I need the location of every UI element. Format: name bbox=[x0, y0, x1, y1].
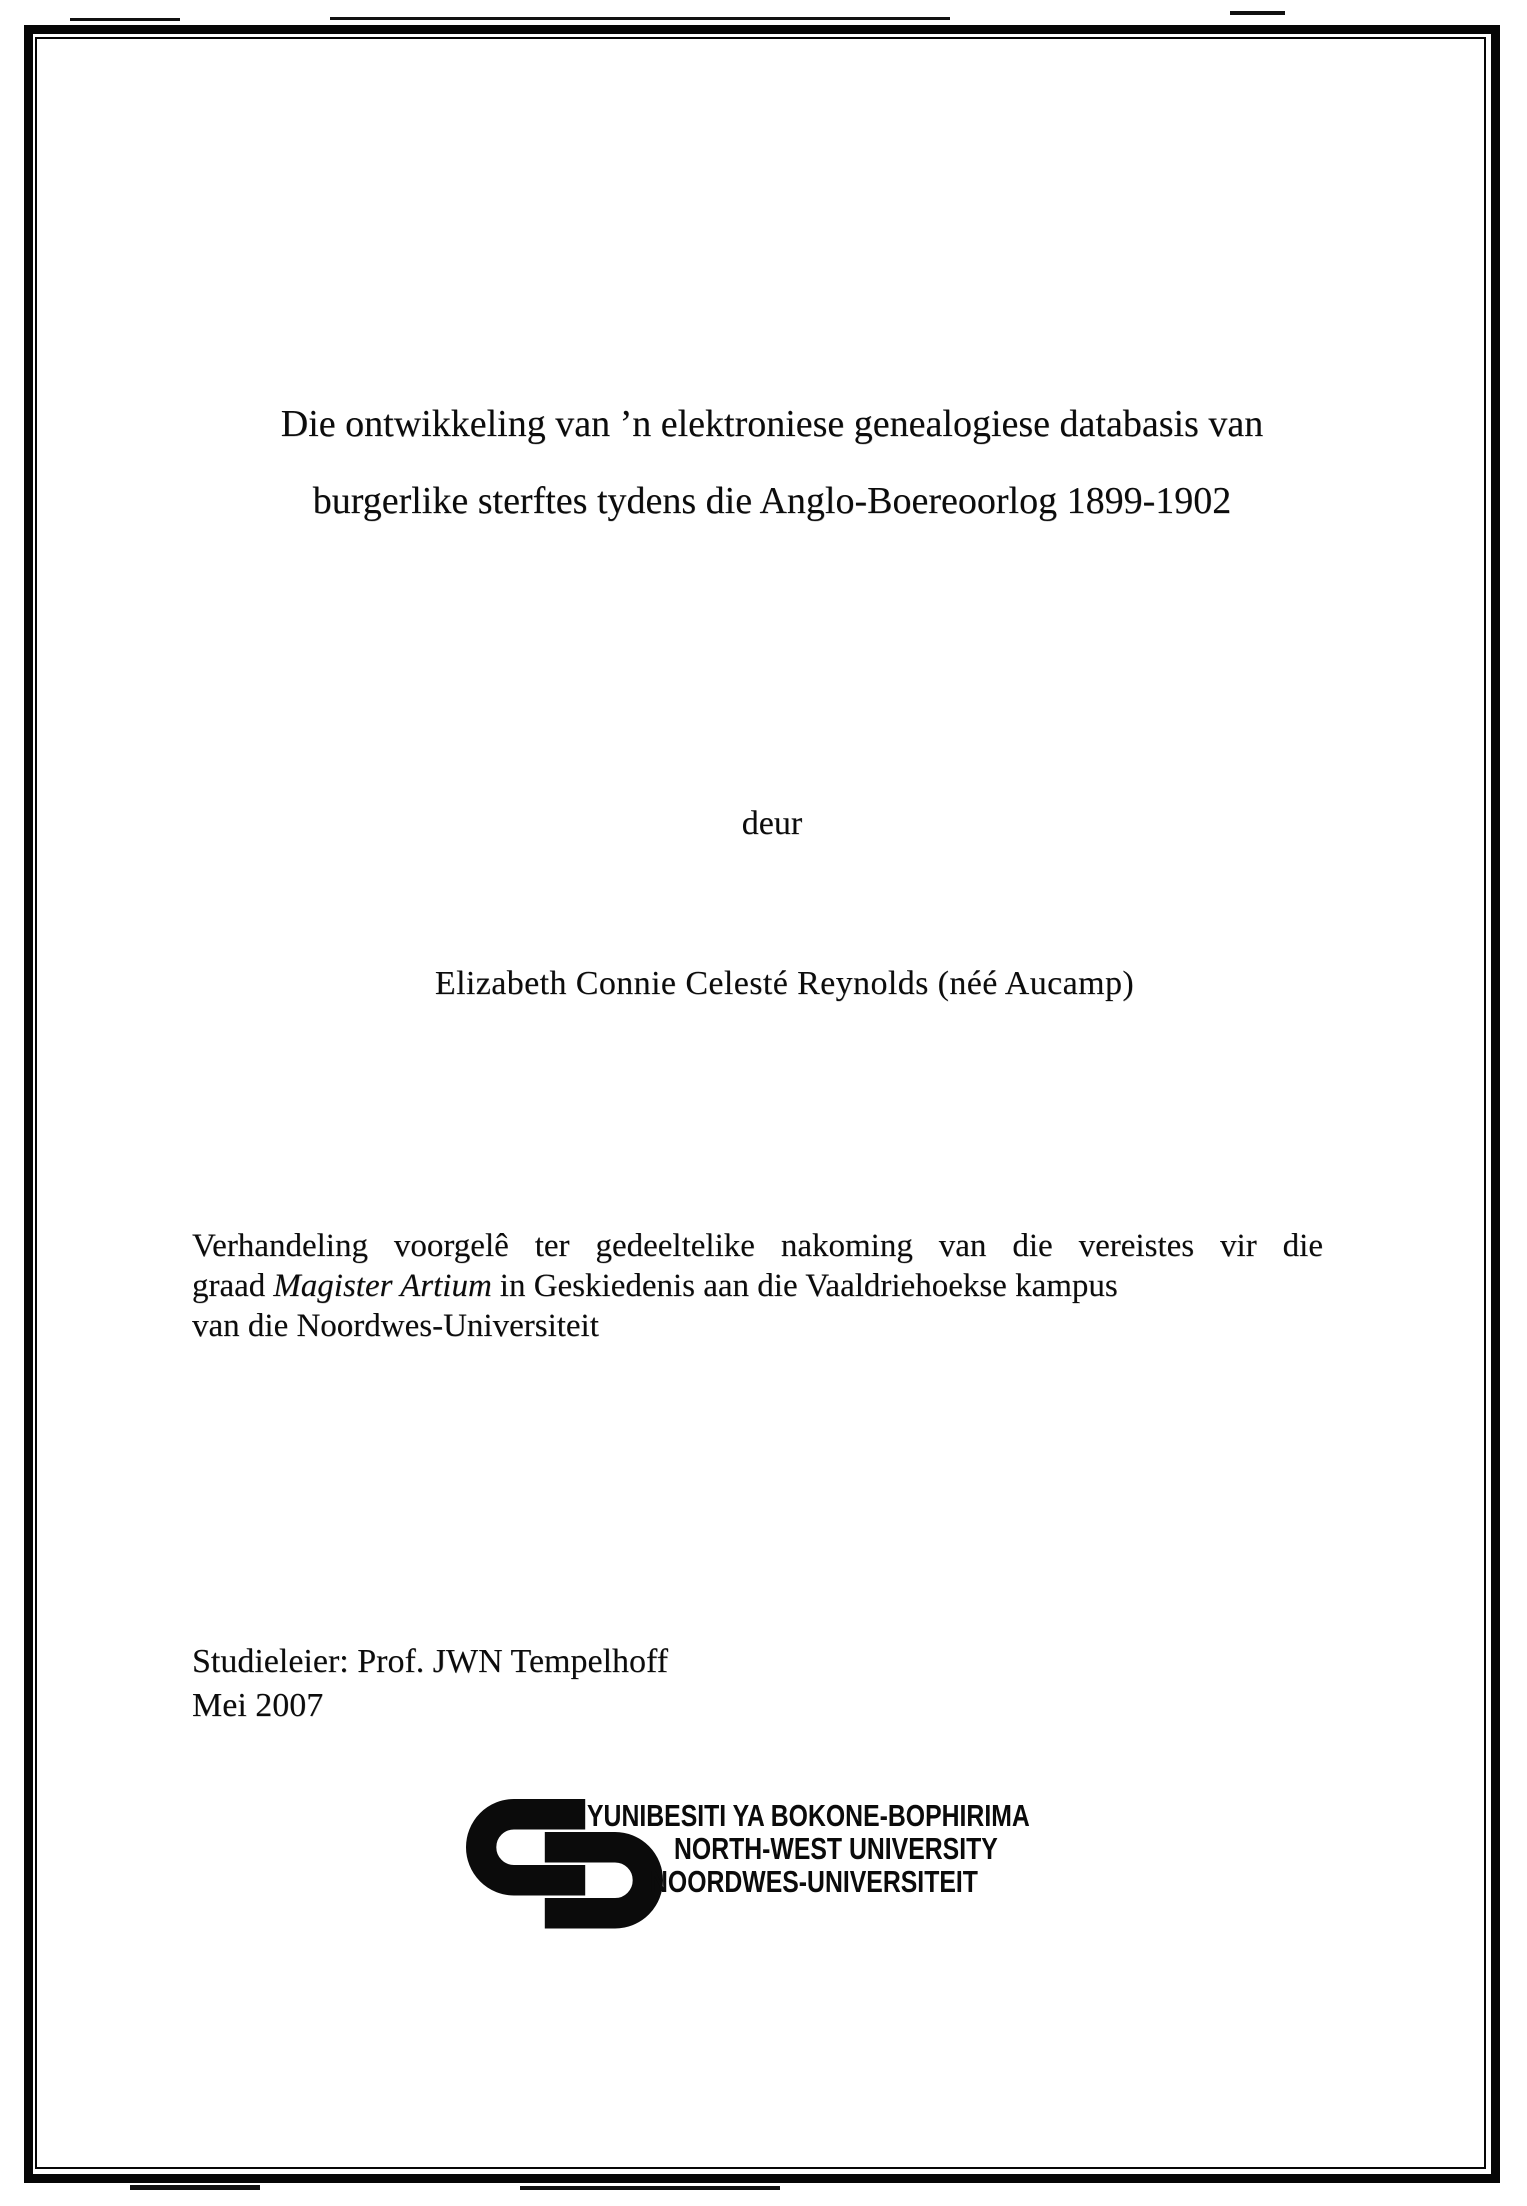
scan-artifact bbox=[520, 2186, 780, 2190]
author-name: Elizabeth Connie Celesté Reynolds (néé Aucamp) bbox=[434, 965, 1135, 1002]
scan-artifact bbox=[1230, 11, 1285, 15]
supervisor-block bbox=[192, 1640, 1092, 1728]
degree-statement-line3: van die Noordwes-Universiteit bbox=[192, 1308, 599, 1344]
byline-word: deur bbox=[741, 805, 803, 842]
thesis-title-line1: Die ontwikkeling van ’n elektroniese genealogiese databasis van bbox=[280, 403, 1264, 445]
scan-artifact bbox=[70, 18, 180, 21]
thesis-title bbox=[192, 386, 1352, 540]
degree-statement bbox=[192, 1226, 1323, 1346]
degree-statement-line2-suffix: in Geskiedenis aan die Vaaldriehoekse kampus bbox=[499, 1268, 1118, 1304]
logo-text-afrikaans: NOORDWES-UNIVERSITEIT bbox=[650, 1864, 978, 1899]
logo-text-setswana: YUNIBESITI YA BOKONE-BOPHIRIMA bbox=[587, 1798, 1030, 1833]
thesis-title-line2: burgerlike sterftes tydens die Anglo-Boereoorlog 1899-1902 bbox=[312, 480, 1232, 522]
scan-artifact bbox=[330, 17, 950, 20]
degree-statement-line1: Verhandeling voorgelê ter gedeeltelike nakoming van die vereistes vir die bbox=[192, 1228, 1323, 1264]
date-line: Mei 2007 bbox=[192, 1687, 324, 1724]
degree-name-italic: Magister Artium bbox=[273, 1268, 492, 1304]
logo-text-english: NORTH-WEST UNIVERSITY bbox=[674, 1831, 998, 1866]
degree-statement-line2 bbox=[192, 1266, 1323, 1306]
scan-artifact bbox=[130, 2185, 260, 2190]
degree-statement-line2-prefix: graad bbox=[192, 1268, 266, 1304]
supervisor-line: Studieleier: Prof. JWN Tempelhoff bbox=[192, 1643, 669, 1680]
